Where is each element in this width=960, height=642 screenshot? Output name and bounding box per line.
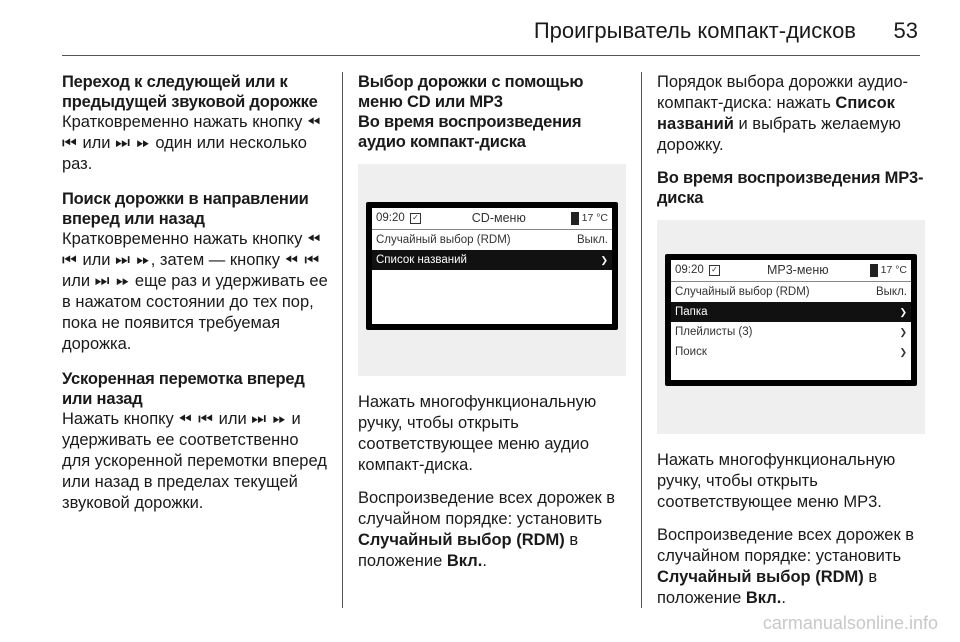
- chevron-right-icon: ❯: [899, 326, 907, 337]
- section-heading: Во время воспроизведения MP3-диска: [657, 169, 924, 207]
- section-fast-wind: [62, 369, 330, 514]
- column-divider: [641, 72, 642, 608]
- column-left: [62, 72, 330, 528]
- menu-title: CD-меню: [471, 211, 526, 225]
- menu-item-random[interactable]: Случайный выбор (RDM) Выкл.: [376, 233, 608, 246]
- section-text: Нажать кнопку ⏪︎ ⏮︎ или ⏭︎ ⏩︎ и удерживать ее соответственно для ускоренной перемотки вперед или назад в пределах текущей звуковой дорожки.: [62, 410, 327, 512]
- rewind-button-icon: ⏪︎ ⏮︎: [284, 251, 321, 269]
- column-middle: [358, 72, 626, 584]
- column-right: [657, 72, 925, 621]
- section-next-prev-track: [62, 72, 330, 175]
- section-heading: Выбор дорожки с помощью меню CD или MP3: [358, 73, 584, 111]
- chevron-right-icon: ❯: [899, 346, 907, 357]
- menu-title: MP3-меню: [766, 263, 829, 277]
- section-heading: Поиск дорожки в направлении вперед или назад: [62, 190, 309, 228]
- paragraph: Порядок выбора дорожки аудио-компакт-диска: нажать Список названий и выбрать желаемую дорожку.: [657, 73, 908, 154]
- section-text: Кратковременно нажать кнопку ⏪︎ ⏮︎ или ⏭︎ ⏩︎ один или несколько раз.: [62, 113, 322, 173]
- column-divider: [342, 72, 343, 608]
- display-frame: [665, 254, 917, 386]
- status-bar: [372, 208, 612, 230]
- forward-button-icon: ⏭︎ ⏩︎: [94, 272, 131, 290]
- watermark: carmanualsonline.info: [762, 613, 938, 633]
- paragraph: Воспроизведение всех дорожек в случайном порядке: установить Случайный выбор (RDM) в положение Вкл..: [358, 489, 616, 570]
- status-bar: [671, 260, 911, 282]
- paragraph: Нажать многофункциональную ручку, чтобы открыть соответствующее меню аудио компакт-диска.: [358, 393, 597, 474]
- temperature: 17 °C: [581, 212, 608, 224]
- rewind-button-icon: ⏪︎ ⏮︎: [178, 410, 215, 428]
- menu-item-folder[interactable]: Папка ❯: [671, 302, 911, 322]
- chevron-right-icon: ❯: [600, 254, 608, 265]
- section-text: Кратковременно нажать кнопку ⏪︎ ⏮︎ или ⏭︎ ⏩︎, затем — кнопку ⏪︎ ⏮︎ или ⏭︎ ⏩︎ еще раз и удерживать ее в нажатом состоянии до тех пор, пока не появится требуемая дорожка.: [62, 230, 328, 353]
- display-frame: [366, 202, 618, 330]
- disc-icon: ✓: [410, 213, 421, 224]
- thermometer-icon: [571, 212, 579, 225]
- section-search-track: [62, 189, 330, 355]
- header-divider: [62, 55, 920, 56]
- page-title: Проигрыватель компакт-дисков: [533, 18, 856, 43]
- menu-item-search[interactable]: Поиск ❯: [671, 342, 911, 362]
- forward-button-icon: ⏭︎ ⏩︎: [251, 410, 287, 428]
- section-heading: Переход к следующей или к предыдущей звуковой дорожке: [62, 73, 318, 111]
- paragraph: Воспроизведение всех дорожек в случайном порядке: установить Случайный выбор (RDM) в положение Вкл..: [657, 526, 915, 607]
- display-screen: [372, 208, 612, 324]
- forward-button-icon: ⏭︎ ⏩︎: [115, 134, 151, 152]
- display-screen: [671, 260, 911, 380]
- rewind-button-icon: ⏪︎ ⏮︎: [62, 230, 322, 269]
- forward-button-icon: ⏭︎ ⏩︎: [115, 251, 151, 269]
- menu-item-random[interactable]: Случайный выбор (RDM) Выкл.: [675, 285, 907, 298]
- mp3-menu-screenshot: [657, 220, 925, 434]
- thermometer-icon: [870, 264, 878, 277]
- menu-item-playlists[interactable]: Плейлисты (3) ❯: [671, 322, 911, 342]
- clock: 09:20: [675, 264, 704, 276]
- section-subheading: Во время воспроизведения аудио компакт-диска: [358, 113, 582, 151]
- section-heading: Ускоренная перемотка вперед или назад: [62, 370, 305, 408]
- chevron-right-icon: ❯: [899, 306, 907, 317]
- disc-icon: ✓: [709, 265, 720, 276]
- page-number: 53: [893, 18, 918, 43]
- cd-menu-screenshot: [358, 164, 626, 376]
- paragraph: Нажать многофункциональную ручку, чтобы открыть соответствующее меню MP3.: [657, 451, 896, 511]
- menu-item-track-list[interactable]: Список названий ❯: [372, 250, 612, 270]
- temperature: 17 °C: [880, 264, 907, 276]
- rewind-button-icon: ⏪︎ ⏮︎: [62, 113, 322, 152]
- page-header: [0, 0, 960, 56]
- clock: 09:20: [376, 212, 405, 224]
